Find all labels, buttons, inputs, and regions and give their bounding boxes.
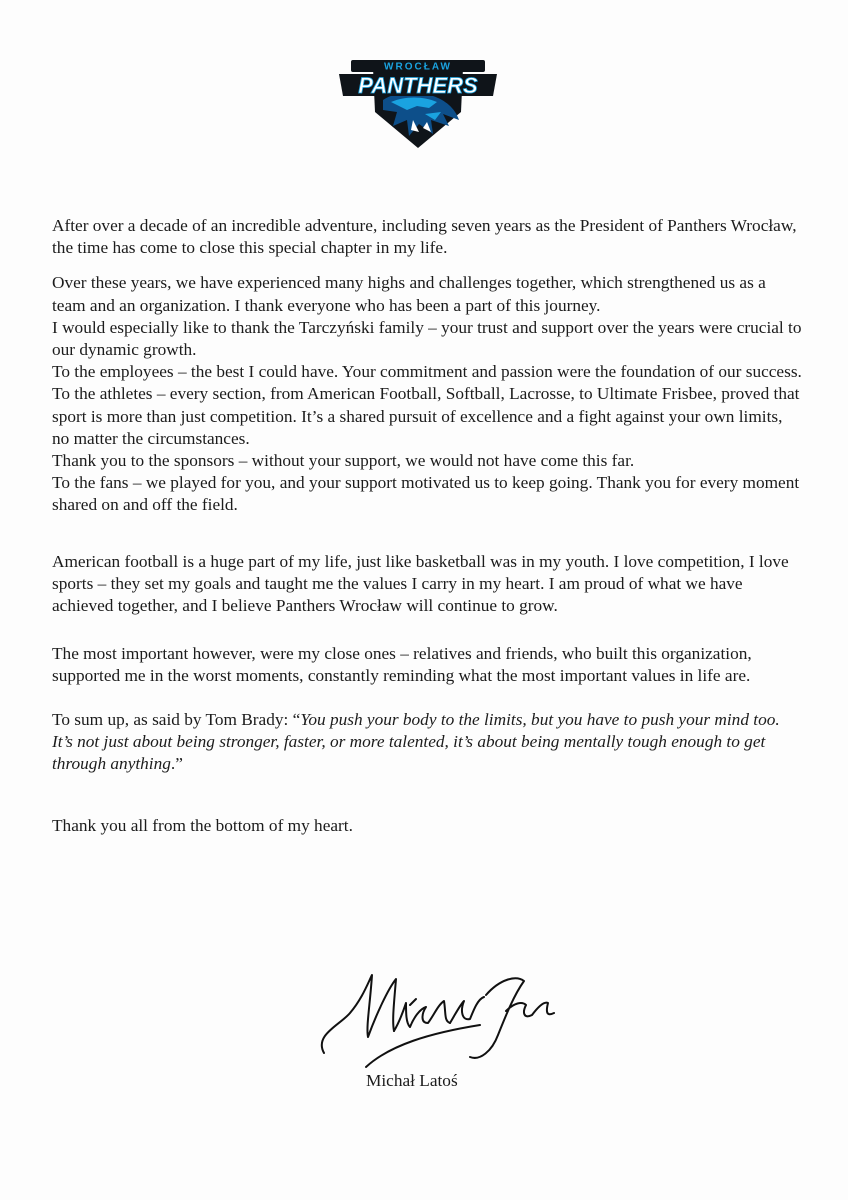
closing-line: Thank you all from the bottom of my heart. [52,816,353,836]
panther-head-icon [333,50,503,150]
thanks-paragraph-athletes: To the athletes – every section, from American Football, Softball, Lacrosse, to Ultimate Frisbee, proved that sport is more than just competition. It’s a shared pursuit of excellence and a fight against your own limits, no matter the circumstances. [52,384,800,448]
thanks-paragraph-employees: To the employees – the best I could have. Your commitment and passion were the foundation of our success. [52,362,802,382]
family-paragraph: The most important however, were my close ones – relatives and friends, who built this organization, supported me in the worst moments, constantly reminding what the most important values in life are. [52,644,752,686]
signer-name: Michał Latoś [366,1071,458,1090]
panthers-logo [333,50,503,150]
thanks-paragraph-fans: To the fans – we played for you, and your support motivated us to keep going. Thank you for every moment shared on and off the field. [52,473,800,515]
signature-icon [310,965,560,1075]
quote-end: .” [170,754,183,774]
intro-paragraph: After over a decade of an incredible adventure, including seven years as the President of Panthers Wrocław, the time has come to close this special chapter in my life. [52,216,797,258]
logo-city-text: WROCŁAW [384,61,452,73]
handwritten-signature [310,965,560,1075]
quote-lead: To sum up, as said by Tom Brady: “ [52,709,301,729]
thanks-paragraph-sponsors: Thank you to the sponsors – without your support, we would not have come this far. [52,451,635,471]
letter-body [52,215,802,837]
logo-team-text: PANTHERS [358,73,478,98]
thanks-paragraph-family: I would especially like to thank the Tarczyński family – your trust and support over the years were crucial to our dynamic growth. [52,317,802,360]
passion-paragraph: American football is a huge part of my life, just like basketball was in my youth. I love competition, I love sports – they set my goals and taught me the values I carry in my heart. I am proud of what we have achieved together, and I believe Panthers Wrocław will continue to grow. [52,551,789,616]
thanks-paragraph-team: Over these years, we have experienced many highs and challenges together, which strengthened us as a team and an organization. I thank everyone who has been a part of this journey. [52,273,766,315]
brady-quote: You push your body to the limits, but you have to push your mind too. It’s not just about being stronger, faster, or more talented, it’s about being mentally tough enough to get through anything [52,709,780,774]
quote-paragraph [52,709,802,776]
